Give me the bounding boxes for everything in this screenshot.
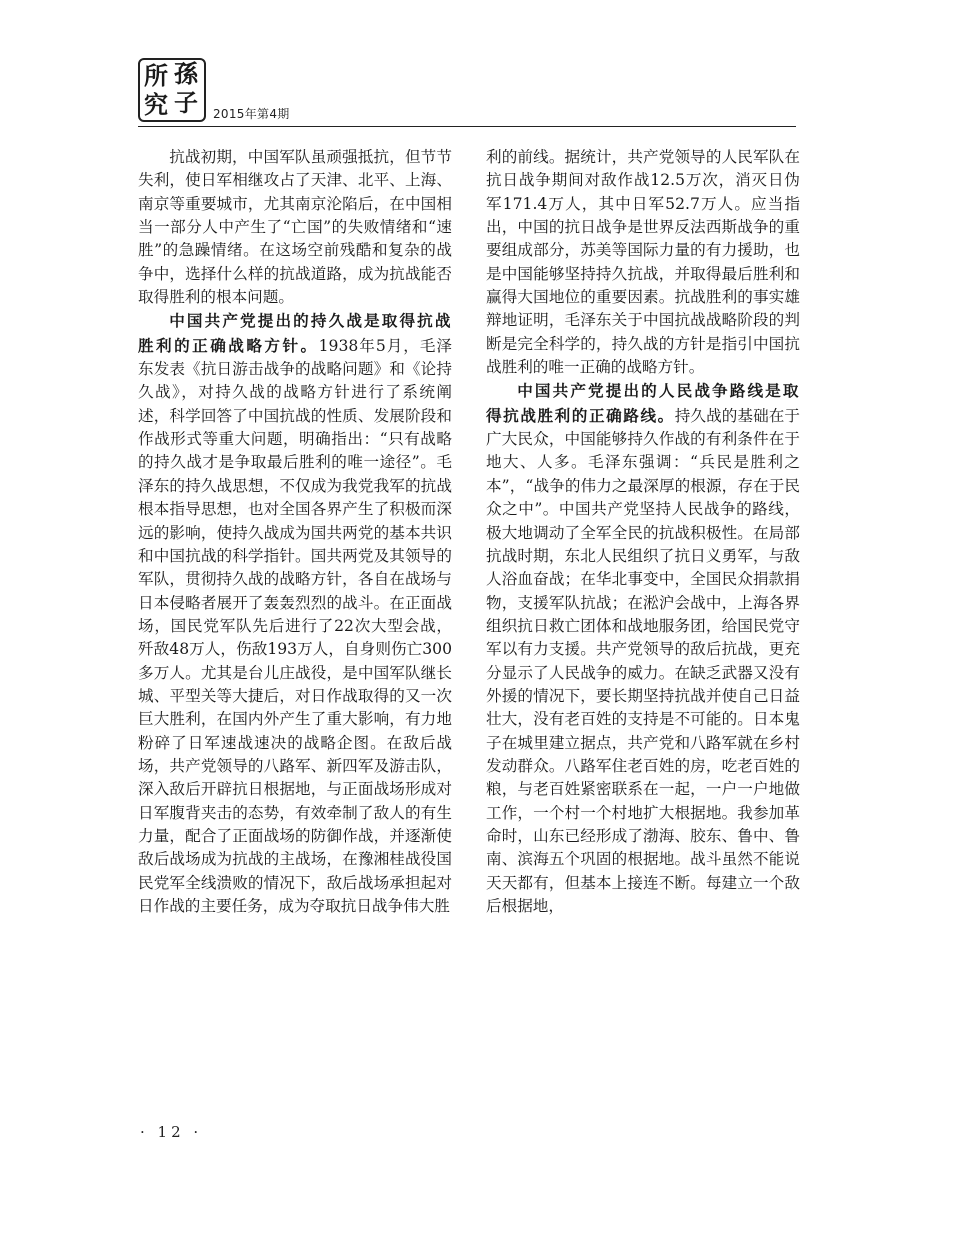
- right-column: [486, 146, 800, 918]
- bold-lead-sentence: 中国共产党提出的人民战争路线是取得抗战胜利的正确路线。: [486, 381, 800, 425]
- header-divider: [138, 126, 796, 127]
- page-number: · 12 ·: [140, 1123, 203, 1141]
- logo-char: 所: [144, 61, 168, 90]
- paragraph-text: 1938年5月，毛泽东发表《抗日游击战争的战略问题》和《论持久战》，对持久战的战略方针进行了系统阐述，科学回答了中国抗战的性质、发展阶段和作战形式等重大问题，明确指出：“只有战略的持久战才是争取最后胜利的唯一途径”。毛泽东的持久战思想，不仅成为我党我军的抗战根本指导思想，也对全国各界产生了积极而深远的影响，使持久战成为国共两党的基本共识和中国抗战的科学指针。国共两党及其领导的军队，贯彻持久战的战略方针，各自在战场与日本侵略者展开了轰轰烈烈的战斗。在正面战场，国民党军队先后进行了22次大型会战，歼敌48万人，伤敌193万人，自身则伤亡300多万人。尤其是台儿庄战役，是中国军队继长城、平型关等大捷后，对日作战取得的又一次巨大胜利，在国内外产生了重大影响，有力地粉碎了日军速战速决的战略企图。在敌后战场，共产党领导的八路军、新四军及游击队，深入敌后开辟抗日根据地，与正面战场形成对日军腹背夹击的态势，有效牵制了敌人的有生力量，配合了正面战场的防御作战，并逐渐使敌后战场成为抗战的主战场，在豫湘桂战役国民党军全线溃败的情况下，敌后战场承担起对日作战的主要任务，成为夺取抗日战争伟大胜: [138, 336, 452, 915]
- paragraph-text: 持久战的基础在于广大民众，中国能够持久作战的有利条件在于地大、人多。毛泽东强调：“兵民是胜利之本”，“战争的伟力之最深厚的根源，存在于民众之中”。中国共产党坚持人民战争的路线，极大地调动了全军全民的抗战积极性。在局部抗战时期，东北人民组织了抗日义勇军，与敌人浴血奋战；在华北事变中，全国民众捐款捐物，支援军队抗战；在淞沪会战中，上海各界组织抗日救亡团体和战地服务团，给国民党守军以有力支援。共产党领导的敌后抗战，更充分显示了人民战争的威力。在缺乏武器又没有外援的情况下，要长期坚持抗战并使自己日益壮大，没有老百姓的支持是不可能的。日本鬼子在城里建立据点，共产党和八路军就在乡村发动群众。八路军住老百姓的房，吃老百姓的粮，与老百姓紧密联系在一起，一户一户地做工作，一个村一个村地扩大根据地。我参加革命时，山东已经形成了渤海、胶东、鲁中、鲁南、滨海五个巩固的根据地。战斗虽然不能说天天都有，但基本上接连不断。每建立一个敌后根据地，: [486, 406, 800, 915]
- bold-lead-sentence: 中国共产党提出的持久战是取得抗战胜利的正确战略方针。: [138, 311, 452, 355]
- journal-logo: [138, 58, 206, 122]
- issue-label: 2015年第4期: [213, 107, 290, 121]
- paragraph: 利的前线。据统计，共产党领导的人民军队在抗日战争期间对敌作战12.5万次，消灭日伪军171.4万人，其中日军52.7万人。应当指出，中国的抗日战争是世界反法西斯战争的重要组成部分，苏美等国际力量的有力援助，也是中国能够坚持持久抗战，并取得最后胜利和赢得大国地位的重要因素。抗战胜利的事实雄辩地证明，毛泽东关于中国抗战战略阶段的判断是完全科学的，持久战的方针是指引中国抗战胜利的唯一正确的战略方针。: [486, 148, 800, 377]
- paragraph: [486, 379, 800, 918]
- paragraph: 抗战初期，中国军队虽顽强抵抗，但节节失利，使日军相继攻占了天津、北平、上海、南京等重要城市，尤其南京沦陷后，在中国相当一部分人中产生了“亡国”的失败情绪和“速胜”的急躁情绪。在这场空前残酷和复杂的战争中，选择什么样的抗战道路，成为抗战能否取得胜利的根本问题。: [138, 148, 452, 307]
- logo-char: 孫: [174, 59, 198, 88]
- left-column: [138, 146, 452, 918]
- logo-char: 究: [144, 90, 168, 119]
- paragraph: [138, 309, 452, 918]
- logo-char: 子: [174, 88, 198, 117]
